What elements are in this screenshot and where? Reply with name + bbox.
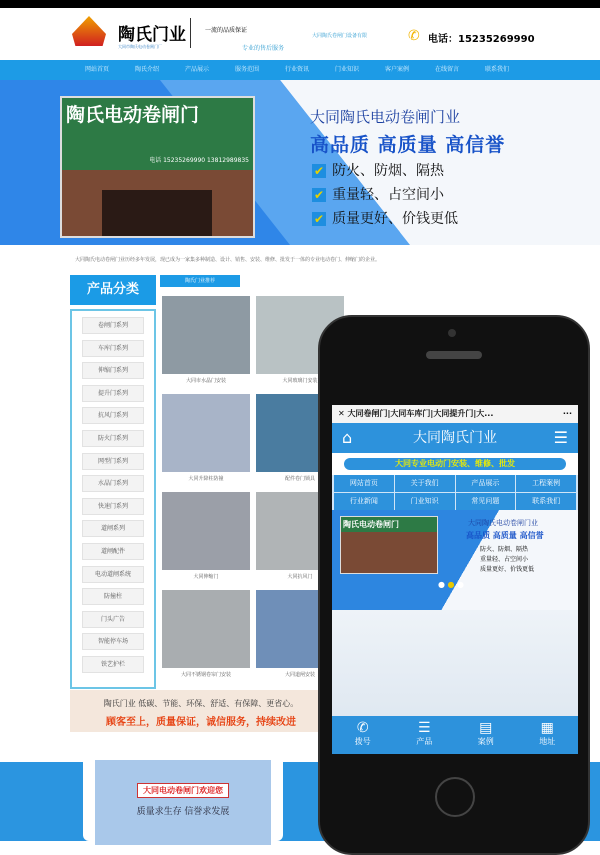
category-list <box>70 309 156 689</box>
phone-number: 15235269990 <box>458 34 535 45</box>
mobile-footer-label: 案例 <box>477 737 494 746</box>
sidebar-item[interactable]: 水晶门系列 <box>82 475 144 492</box>
product-card[interactable] <box>162 394 250 486</box>
sidebar-item[interactable]: 防火门系列 <box>82 430 144 447</box>
product-caption[interactable]: 大同不锈钢卷帘门安装 <box>180 672 231 678</box>
banner-slogan: 高品质 高质量 高信誉 <box>310 134 506 156</box>
sidebar-item[interactable]: 快速门系列 <box>82 498 144 515</box>
mobile-shop-sign: 陶氏电动卷闸门 <box>341 517 437 532</box>
mobile-nav-item[interactable]: 行业新闻 <box>334 493 394 510</box>
product-caption[interactable]: 配件卷门锁具 <box>284 476 315 482</box>
feature <box>312 184 444 204</box>
feature <box>312 208 458 228</box>
nav-item[interactable]: 行业资讯 <box>284 66 309 73</box>
case-icon: ▤ <box>479 720 493 736</box>
nav-item[interactable]: 产品展示 <box>184 66 209 73</box>
shop-sign-phone: 电话 15235269990 13812989835 <box>149 157 249 164</box>
sidebar-title: 产品分类 <box>70 275 156 305</box>
mobile-slogan: 大同专业电动门安装、维修、批发 <box>344 458 566 470</box>
product-caption[interactable]: 大同道闸安装 <box>284 672 315 678</box>
nav-item[interactable]: 在线留言 <box>434 66 459 73</box>
feature <box>312 160 444 180</box>
sidebar-item[interactable]: 抗风门系列 <box>82 407 144 424</box>
mobile-nav-item[interactable]: 网站首页 <box>334 475 394 492</box>
sidebar-item[interactable]: 卷闸门系列 <box>82 317 144 334</box>
feature-text: 防火、防烟、隔热 <box>332 163 445 179</box>
mobile-nav-item[interactable]: 关于我们 <box>395 475 455 492</box>
site-header <box>0 8 600 60</box>
product-caption[interactable]: 大同升降柱防撞 <box>188 476 224 482</box>
promo-motto: 质量求生存 信誉求发展 <box>136 807 230 817</box>
slogan-banner <box>70 690 332 732</box>
product-image[interactable] <box>162 394 250 472</box>
phone-screen <box>332 405 578 754</box>
check-icon: ✔ <box>314 212 325 226</box>
sidebar-item[interactable]: 门头广告 <box>82 611 144 628</box>
nav-item[interactable]: 服务范围 <box>234 66 259 73</box>
shop-sign <box>62 98 253 170</box>
list-icon: ☰ <box>417 720 431 736</box>
header-phone <box>428 30 535 45</box>
check-icon: ✔ <box>314 164 325 178</box>
mobile-feature: 重量轻、占空间小 <box>480 556 529 563</box>
sidebar-item[interactable]: 伸缩门系列 <box>82 362 144 379</box>
promo-title: 大同电动卷闸门欢迎您 <box>137 783 229 798</box>
close-icon[interactable]: ✕ <box>338 409 348 418</box>
nav-item[interactable]: 陶氏介绍 <box>134 66 159 73</box>
logo-icon[interactable] <box>72 16 106 46</box>
home-icon[interactable]: ⌂ <box>342 428 353 447</box>
mobile-nav-item[interactable]: 门业知识 <box>395 493 455 510</box>
sidebar-item[interactable]: 车库门系列 <box>82 340 144 357</box>
promo-image <box>95 760 271 845</box>
sidebar-item[interactable]: 电动道闸系统 <box>82 566 144 583</box>
slogan-line1: 陶氏门业 低碳、节能、环保、舒适、有保障、更省心。 <box>103 699 299 708</box>
hero-banner <box>0 80 600 245</box>
divider <box>190 18 191 48</box>
tagline-service: 专业的售后服务 <box>242 45 285 52</box>
product-card[interactable] <box>162 590 250 682</box>
mobile-footer-label: 拨号 <box>354 737 371 746</box>
mobile-footer-item[interactable] <box>394 716 456 754</box>
sidebar-item[interactable]: 网型门系列 <box>82 453 144 470</box>
mobile-footer-item[interactable] <box>455 716 517 754</box>
product-image[interactable] <box>162 590 250 668</box>
phone-icon: ✆ <box>408 28 420 44</box>
mobile-title-bar <box>332 405 578 423</box>
phone-mockup <box>318 315 590 855</box>
mobile-product-image <box>332 610 578 720</box>
mobile-feature: 质量更好、价钱更低 <box>480 566 535 573</box>
phone-speaker <box>426 351 482 359</box>
mobile-shop-photo <box>340 516 438 574</box>
home-button[interactable] <box>435 777 475 817</box>
nav-item[interactable]: 门业知识 <box>334 66 359 73</box>
slogan-line2: 顾客至上，质量保证，诚信服务，持续改进 <box>106 717 296 728</box>
sidebar-item[interactable]: 提升门系列 <box>82 385 144 402</box>
product-image[interactable] <box>162 296 250 374</box>
products-tab[interactable]: 陶氏门业推荐 <box>160 275 240 287</box>
product-caption[interactable]: 大同市水晶门安装 <box>185 378 226 384</box>
phone-icon: ✆ <box>356 720 369 736</box>
mobile-page-title: 大同卷闸门|大同车库门|大同提升门|大... <box>347 409 494 418</box>
sidebar-item[interactable]: 道闸配件 <box>82 543 144 560</box>
mobile-site-name: 大同陶氏门业 <box>413 430 497 446</box>
product-caption[interactable]: 大同伸缩门 <box>193 574 219 580</box>
phone-camera <box>448 329 456 337</box>
intro-text: 大同陶氏电动卷闸门业历经多年发展，现已成为一家集多种制造、设计、销售、安装、维修、批发于一体的专业电动卷门、伸缩门的企业。 <box>75 257 381 263</box>
mobile-footer-label: 地址 <box>539 737 556 746</box>
product-card[interactable] <box>162 492 250 584</box>
nav-item[interactable]: 客户案例 <box>384 66 409 73</box>
product-card[interactable] <box>162 296 250 388</box>
top-bar <box>0 0 600 8</box>
brand-sub: 大同市陶氏电动卷闸门厂 <box>118 44 162 49</box>
product-caption[interactable]: 大同抗风门 <box>287 574 313 580</box>
tagline-quality: 一流的品质保证 <box>205 27 248 34</box>
mobile-feature: 防火、防烟、隔热 <box>480 546 529 553</box>
tagline-company: 大同陶氏卷闸门设备有限 <box>312 33 368 39</box>
carousel-dots[interactable]: ● ● ● <box>438 580 465 589</box>
shop-photo <box>60 96 255 238</box>
mobile-footer <box>332 716 578 754</box>
feature-text: 重量轻、占空间小 <box>332 187 445 203</box>
promo-card <box>83 752 283 841</box>
brand-name: 陶氏门业 <box>118 25 186 45</box>
main-nav <box>0 60 600 80</box>
nav-item[interactable]: 网站首页 <box>84 66 109 73</box>
mobile-header <box>332 423 578 453</box>
nav-item[interactable]: 联系我们 <box>484 66 509 73</box>
mobile-banner-title: 大同陶氏电动卷闸门业 <box>468 519 538 527</box>
sidebar-item[interactable]: 智能停车场 <box>82 633 144 650</box>
mobile-nav-item[interactable]: 工程案例 <box>516 475 576 492</box>
mobile-nav-item[interactable]: 产品展示 <box>456 475 516 492</box>
phone-label: 电话： <box>428 34 458 45</box>
grid-icon: ▦ <box>540 720 554 736</box>
sidebar-item[interactable]: 防撞柱 <box>82 588 144 605</box>
product-caption[interactable]: 大同玻璃门安装 <box>282 378 318 384</box>
menu-icon[interactable]: ☰ <box>553 428 568 447</box>
mobile-footer-item[interactable] <box>517 716 579 754</box>
mobile-nav-item[interactable]: 常见问题 <box>456 493 516 510</box>
shop-door <box>102 190 212 236</box>
product-image[interactable] <box>162 492 250 570</box>
sidebar-item[interactable]: 道闸系列 <box>82 520 144 537</box>
feature-text: 质量更好、价钱更低 <box>332 211 459 227</box>
shop-sign-text: 陶氏电动卷闸门 <box>66 104 200 126</box>
product-category-sidebar <box>70 275 156 690</box>
mobile-nav-item[interactable]: 联系我们 <box>516 493 576 510</box>
mobile-footer-label: 产品 <box>416 737 433 746</box>
mobile-banner <box>332 510 578 610</box>
mobile-nav <box>332 475 578 510</box>
sidebar-item[interactable]: 铁艺护栏 <box>82 656 144 673</box>
more-icon[interactable]: ··· <box>562 409 572 418</box>
banner-title: 大同陶氏电动卷闸门业 <box>310 108 461 126</box>
check-icon: ✔ <box>314 188 325 202</box>
mobile-footer-item[interactable] <box>332 716 394 754</box>
mobile-banner-slogan: 高品质 高质量 高信誉 <box>466 531 544 540</box>
